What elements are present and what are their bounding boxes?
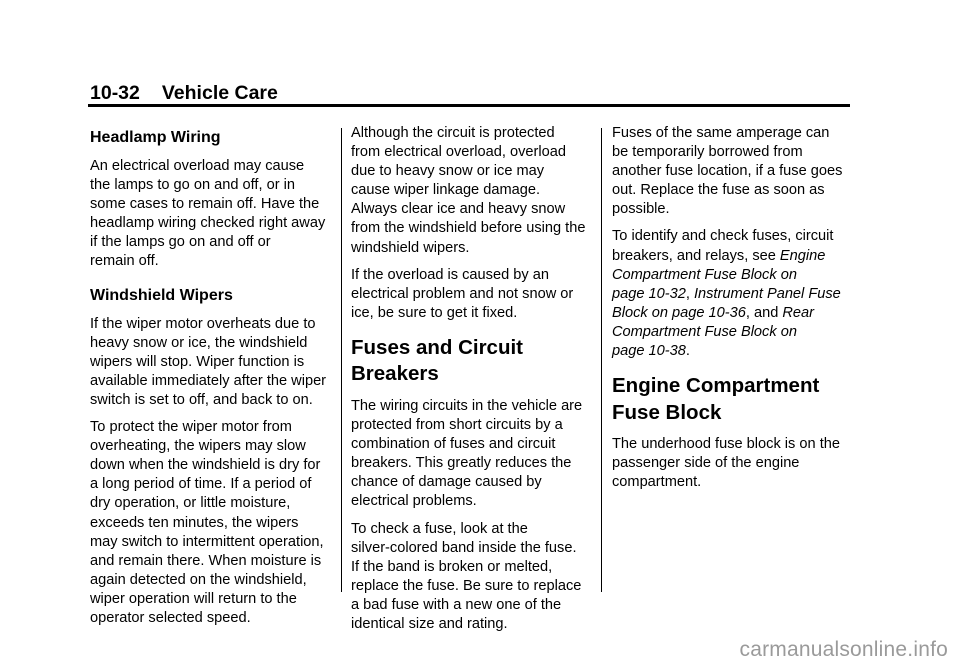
paragraph-borrow-fuses: Fuses of the same amperage can be temporarily borrowed from another fuse location, if a fuse goes out. Replace the fuse as soon as possible. [612, 125, 843, 218]
separator: , [685, 285, 694, 302]
heading-headlamp-wiring: Headlamp Wiring [90, 129, 221, 146]
heading-fuses-and-circuit-breakers: Fuses and Circuit Breakers [351, 335, 524, 386]
watermark: carmanualsonline.info [739, 638, 948, 661]
page-number: 10-32 [90, 82, 140, 104]
paragraph-identify-fuses [612, 227, 850, 361]
paragraph-engine-fuse-block: The underhood fuse block is on the passenger side of the engine compartment. [612, 436, 840, 491]
heading-windshield-wipers: Windshield Wipers [90, 286, 233, 304]
link-instrument-panel-fuse-block[interactable]: Instrument Panel Fuse Block on page 10-36 [612, 285, 841, 321]
section-title: Vehicle Care [161, 82, 278, 104]
column-2 [351, 124, 591, 642]
column-divider-1 [341, 128, 342, 592]
link-engine-compartment-fuse-block[interactable]: Engine Compartment Fuse Block on page 10-32 [612, 247, 826, 302]
paragraph-circuit-protected: Although the circuit is protected from electrical overload, overload due to heavy snow or ice may cause wiper linkage damage. Always clear ice and heavy snow from the windshield before using the windshield wipers. [351, 125, 586, 256]
paragraph-fuses-1: The wiring circuits in the vehicle are protected from short circuits by a combination of fuses and circuit breakers. This greatly reduces the chance of damage caused by electrical problems. [351, 397, 583, 510]
header-rule [88, 104, 850, 107]
paragraph-fuses-2: To check a fuse, look at the silver-colored band inside the fuse. If the band is broken or melted, replace the fuse. Be sure to replace a bad fuse with a new one of the identical size and rating. [351, 520, 582, 632]
paragraph-wipers-1: If the wiper motor overheats due to heavy snow or ice, the windshield wipers will stop. Wiper function is available immediately after the wiper switch is set to off, and back to on. [90, 315, 327, 408]
paragraph-headlamp: An electrical overload may cause the lamps to go on and off, or in some cases to remain off. Have the headlamp wiring checked right away if the lamps go on and off or remain off. [90, 158, 326, 270]
identify-text: To identify and check fuses, circuit breakers, and relays, see [612, 228, 834, 264]
column-divider-2 [601, 128, 602, 592]
paragraph-overload: If the overload is caused by an electrical problem and not snow or ice, be sure to get it fixed. [351, 266, 574, 321]
separator: , and [745, 304, 783, 321]
period: . [685, 343, 690, 360]
column-1 [90, 122, 334, 636]
heading-engine-compartment-fuse-block: Engine Compartment Fuse Block [612, 374, 820, 424]
paragraph-wipers-2: To protect the wiper motor from overheating, the wipers may slow down when the windshield is dry for a long period of time. If a period of dry operation, or little moisture, exceeds ten minutes, the wipers may switch to intermittent operation, and remain there. When moisture is again detected on the windshield, wiper operation will return to the operator selected speed. [90, 419, 324, 626]
page-header [90, 81, 278, 105]
link-rear-compartment-fuse-block[interactable]: Rear Compartment Fuse Block on page 10-38 [612, 304, 815, 360]
column-3 [612, 124, 850, 500]
